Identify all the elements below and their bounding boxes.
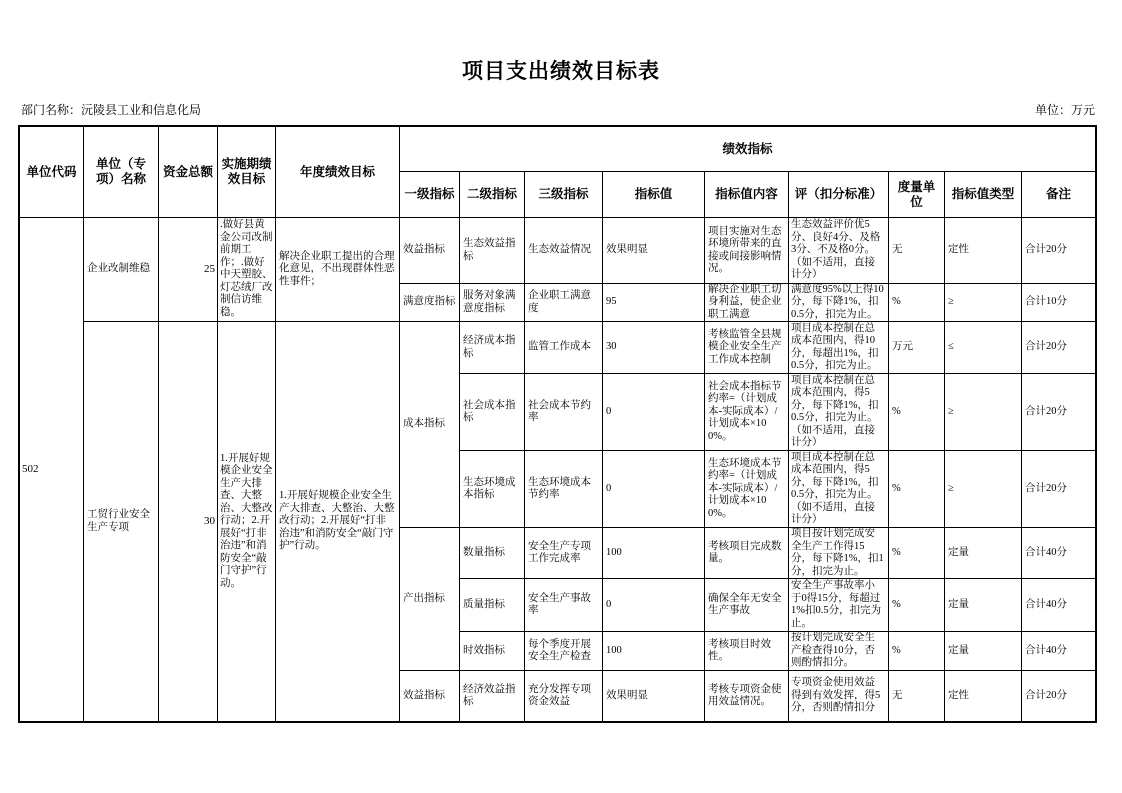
project-name-cell: 企业改制维稳 [84,218,158,321]
header-annual-goal: 年度绩效目标 [276,127,399,217]
scoring-standard-cell: 项目按计划完成安全生产工作得15分，每下降1%，扣1分，扣完为止。 [789,528,888,578]
header-level3: 三级指标 [525,172,602,217]
value-type-cell: 定性 [945,671,1021,721]
level2-indicator-cell: 质量指标 [460,579,524,631]
project-funds-cell: 25 [159,218,217,321]
level1-indicator-cell: 产出指标 [400,528,459,670]
level1-indicator-cell: 成本指标 [400,322,459,527]
remarks-cell: 合计40分 [1022,632,1095,670]
level2-indicator-cell: 生态环境成本指标 [460,451,524,527]
level2-indicator-cell: 经济成本指标 [460,322,524,373]
value-type-cell: ≥ [945,284,1021,321]
value-type-cell: 定性 [945,218,1021,283]
project-annual-goal-cell: 解决企业职工提出的合理化意见，不出现群体性恶性事件； [276,218,399,321]
header-indicator-value-content: 指标值内容 [705,172,788,217]
remarks-cell: 合计20分 [1022,322,1095,373]
remarks-cell: 合计40分 [1022,528,1095,578]
scoring-standard-cell: 安全生产事故率小于0得15分，每超过1%扣0.5分，扣完为止。 [789,579,888,631]
value-type-cell: 定量 [945,579,1021,631]
header-total-funds: 资金总额 [159,127,217,217]
indicator-value-content-cell: 社会成本指标节约率=（计划成本-实际成本）/计划成本×100%。 [705,374,788,450]
value-type-cell: ≥ [945,451,1021,527]
level3-indicator-cell: 安全生产事故率 [525,579,602,631]
level3-indicator-cell: 充分发挥专项资金效益 [525,671,602,721]
value-type-cell: 定量 [945,632,1021,670]
level2-indicator-cell: 服务对象满意度指标 [460,284,524,321]
value-type-cell: ≤ [945,322,1021,373]
indicator-value-cell: 效果明显 [603,671,704,721]
currency-unit-label: 单位：万元 [1034,103,1095,117]
remarks-cell: 合计20分 [1022,218,1095,283]
remarks-cell: 合计10分 [1022,284,1095,321]
level1-indicator-cell: 效益指标 [400,671,459,721]
level3-indicator-cell: 安全生产专项工作完成率 [525,528,602,578]
level2-indicator-cell: 社会成本指标 [460,374,524,450]
header-level1: 一级指标 [400,172,459,217]
scoring-standard-cell: 项目成本控制在总成本范围内，得5分，每下降1%，扣0.5分，扣完为止。（如不适用，直接计分） [789,374,888,450]
measure-unit-cell: 万元 [889,322,944,373]
level3-indicator-cell: 社会成本节约率 [525,374,602,450]
header-level2: 二级指标 [460,172,524,217]
indicator-value-cell: 100 [603,632,704,670]
header-unit-name: 单位（专项）名称 [84,127,158,217]
performance-target-table [18,125,1097,723]
remarks-cell: 合计20分 [1022,374,1095,450]
measure-unit-cell: % [889,632,944,670]
measure-unit-cell: % [889,451,944,527]
level2-indicator-cell: 经济效益指标 [460,671,524,721]
level3-indicator-cell: 企业职工满意度 [525,284,602,321]
level2-indicator-cell: 生态效益指标 [460,218,524,283]
level3-indicator-cell: 生态环境成本节约率 [525,451,602,527]
measure-unit-cell: % [889,374,944,450]
indicator-value-cell: 0 [603,579,704,631]
level2-indicator-cell: 数量指标 [460,528,524,578]
indicator-value-cell: 100 [603,528,704,578]
level1-indicator-cell: 满意度指标 [400,284,459,321]
page-title: 项目支出绩效目标表 [462,60,660,83]
measure-unit-cell: 无 [889,671,944,721]
header-unit-code: 单位代码 [20,127,83,217]
header-remarks: 备注 [1022,172,1095,217]
level3-indicator-cell: 每个季度开展安全生产检查 [525,632,602,670]
indicator-value-content-cell: 考核项目完成数量。 [705,528,788,578]
measure-unit-cell: 无 [889,218,944,283]
remarks-cell: 合计20分 [1022,671,1095,721]
level3-indicator-cell: 生态效益情况 [525,218,602,283]
indicator-value-cell: 0 [603,451,704,527]
scoring-standard-cell: 按计划完成安全生产检查得10分，否则酌情扣分。 [789,632,888,670]
header-performance-indicators: 绩效指标 [400,127,1095,171]
indicator-value-cell: 30 [603,322,704,373]
measure-unit-cell: % [889,579,944,631]
header-indicator-value: 指标值 [603,172,704,217]
unit-code-cell: 502 [20,218,83,721]
value-type-cell: 定量 [945,528,1021,578]
project-annual-goal-cell: 1.开展好规模企业安全生产大排查、大整治、大整改行动；2.开展好“打非治违”和消防安全“敲门守护”行动。 [276,322,399,721]
project-period-goal-cell: 1.开展好规模企业安全生产大排查、大整治、大整改行动；2.开展好“打非治违”和消防安全“敲门守护”行动。 [218,322,275,721]
header-value-type: 指标值类型 [945,172,1021,217]
level1-indicator-cell: 效益指标 [400,218,459,283]
project-period-goal-cell: .做好县黄金公司改制前期工作；.做好中天塑胶、灯芯绒厂改制信访维稳。 [218,218,275,321]
scoring-standard-cell: 项目成本控制在总成本范围内，得10分，每超出1%，扣0.5分，扣完为止。 [789,322,888,373]
indicator-value-content-cell: 解决企业职工切身利益，使企业职工满意 [705,284,788,321]
indicator-value-cell: 0 [603,374,704,450]
remarks-cell: 合计40分 [1022,579,1095,631]
scoring-standard-cell: 专项资金使用效益得到有效发挥，得5分，否则酌情扣分 [789,671,888,721]
indicator-value-content-cell: 考核项目时效性。 [705,632,788,670]
indicator-value-content-cell: 确保全年无安全生产事故 [705,579,788,631]
scoring-standard-cell: 满意度95%以上得10分，每下降1%，扣0.5分，扣完为止。 [789,284,888,321]
header-measure-unit: 度量单位 [889,172,944,217]
project-name-cell: 工贸行业安全生产专项 [84,322,158,721]
indicator-value-cell: 95 [603,284,704,321]
scoring-standard-cell: 生态效益评价优5分、良好4分、及格3分、不及格0分。（如不适用，直接计分） [789,218,888,283]
indicator-value-content-cell: 考核监管全县规模企业安全生产工作成本控制 [705,322,788,373]
remarks-cell: 合计20分 [1022,451,1095,527]
measure-unit-cell: % [889,528,944,578]
level2-indicator-cell: 时效指标 [460,632,524,670]
scoring-standard-cell: 项目成本控制在总成本范围内，得5分，每下降1%，扣0.5分，扣完为止。（如不适用，直接计分） [789,451,888,527]
indicator-value-content-cell: 考核专项资金使用效益情况。 [705,671,788,721]
indicator-value-content-cell: 项目实施对生态环境所带来的直接或间接影响情况。 [705,218,788,283]
value-type-cell: ≥ [945,374,1021,450]
header-scoring-standard: 评（扣分标准） [789,172,888,217]
indicator-value-cell: 效果明显 [603,218,704,283]
header-period-goal: 实施期绩效目标 [218,127,275,217]
measure-unit-cell: % [889,284,944,321]
level3-indicator-cell: 监管工作成本 [525,322,602,373]
indicator-value-content-cell: 生态环境成本节约率=（计划成本-实际成本）/计划成本×100%。 [705,451,788,527]
project-funds-cell: 30 [159,322,217,721]
department-name: 部门名称：沅陵县工业和信息化局 [21,103,202,117]
